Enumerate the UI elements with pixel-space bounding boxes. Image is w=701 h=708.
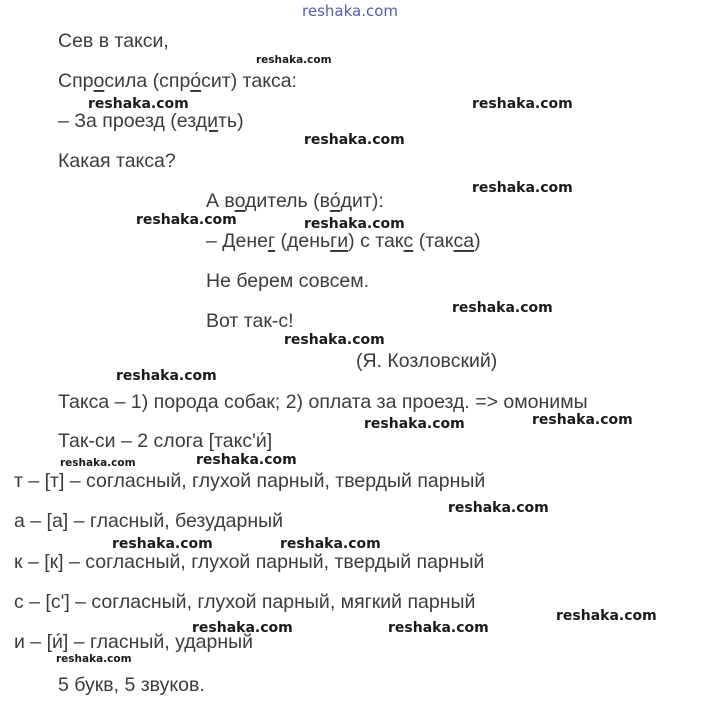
watermark: reshaka.com — [364, 416, 465, 432]
watermark: reshaka.com — [112, 536, 213, 552]
watermark: reshaka.com — [556, 608, 657, 624]
poem-line-4: Какая такса? — [58, 150, 176, 172]
text-fragment: – Дене — [206, 230, 268, 252]
underlined-stressed-letter: о́ — [329, 190, 341, 212]
taksa-explanation: Такса – 1) порода собак; 2) оплата за проезд. => омонимы — [58, 391, 588, 413]
watermark: reshaka.com — [116, 368, 217, 384]
underlined-letters: са — [453, 230, 475, 252]
watermark: reshaka.com — [136, 212, 237, 228]
text-fragment: дит): — [340, 190, 384, 212]
underlined-letter: о — [234, 190, 245, 212]
underlined-letter: с — [403, 230, 414, 252]
text-fragment: А в — [206, 190, 235, 212]
watermark: reshaka.com — [388, 620, 489, 636]
letter-line-k: к – [к] – согласный, глухой парный, твердый парный — [14, 551, 485, 573]
poem-line-2 — [58, 69, 297, 93]
text-fragment: (так — [413, 230, 454, 252]
summary-line: 5 букв, 5 звуков. — [58, 674, 205, 696]
watermark: reshaka.com — [472, 180, 573, 196]
poem-line-6 — [206, 229, 481, 253]
watermark: reshaka.com — [448, 500, 549, 516]
watermark: reshaka.com — [472, 96, 573, 112]
watermark: reshaka.com — [56, 653, 132, 665]
watermark: reshaka.com — [304, 132, 405, 148]
watermark: reshaka.com — [192, 620, 293, 636]
underlined-letter: д — [153, 110, 165, 132]
watermark: reshaka.com — [304, 216, 405, 232]
text-fragment: Спр — [58, 70, 94, 92]
poem-line-8: Вот так-с! — [206, 310, 294, 332]
underlined-letters: ги — [330, 230, 349, 252]
text-fragment: сит) такса: — [201, 70, 297, 92]
text-fragment: – За проез — [58, 110, 154, 132]
poem-line-7: Не берем совсем. — [206, 270, 370, 292]
letter-line-a: а – [а] – гласный, безударный — [14, 510, 283, 532]
watermark: reshaka.com — [88, 96, 189, 112]
text-fragment: ) — [474, 230, 481, 252]
letter-line-t: т – [т] – согласный, глухой парный, твердый парный — [14, 470, 486, 492]
watermark: reshaka.com — [256, 54, 332, 66]
watermark: reshaka.com — [280, 536, 381, 552]
underlined-letters: ди — [195, 110, 218, 132]
text-fragment: дитель (в — [245, 190, 330, 212]
watermark: reshaka.com — [452, 300, 553, 316]
underlined-letter: о — [93, 70, 105, 92]
watermark: reshaka.com — [196, 452, 297, 468]
text-fragment: (день — [275, 230, 331, 252]
watermark-top: reshaka.com — [302, 2, 398, 20]
watermark: reshaka.com — [532, 412, 633, 428]
text-fragment: (ез — [164, 110, 196, 132]
syllables-line: Так-си – 2 слога [такс'и́] — [58, 430, 273, 452]
watermark: reshaka.com — [60, 457, 136, 469]
poem-line-1: Сев в такси, — [58, 30, 169, 52]
poem-line-5 — [206, 189, 384, 213]
underlined-stressed-letter: о́ — [190, 70, 202, 92]
poem-author: (Я. Козловский) — [356, 350, 498, 372]
letter-line-s: с – [с'] – согласный, глухой парный, мягкий парный — [14, 591, 476, 613]
poem-line-3 — [58, 109, 244, 133]
text-fragment: ть) — [218, 110, 244, 132]
watermark: reshaka.com — [284, 332, 385, 348]
text-fragment: ) с так — [348, 230, 404, 252]
underlined-letter: г — [267, 230, 276, 252]
text-fragment: сила (спр — [104, 70, 191, 92]
letter-line-i: и – [и́] – гласный, ударный — [14, 631, 253, 653]
